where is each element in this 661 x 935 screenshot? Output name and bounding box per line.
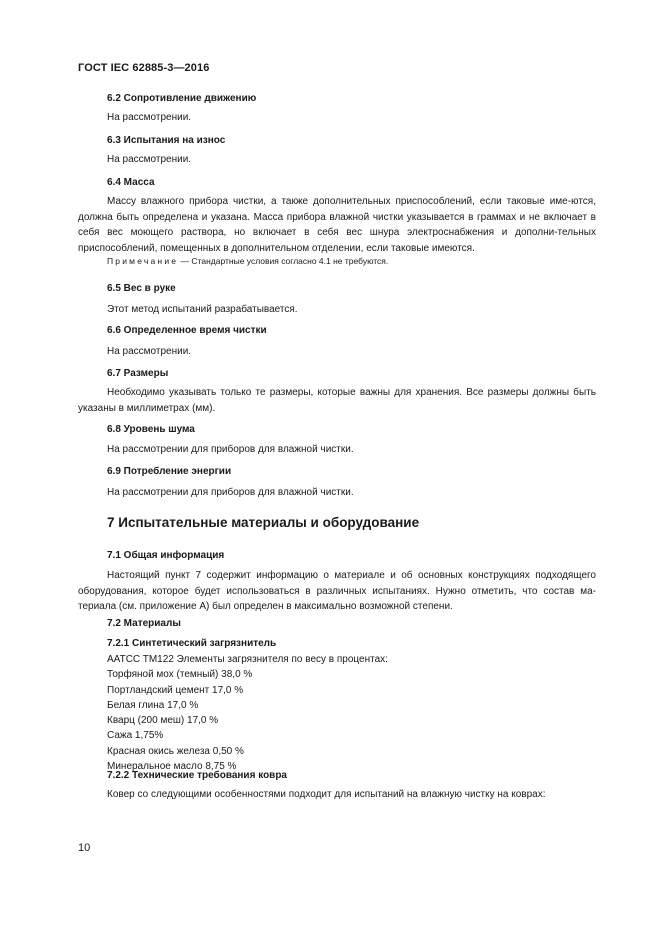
section-6-3-text: На рассмотрении.	[107, 154, 192, 165]
section-6-3-heading: 6.3 Испытания на износ	[107, 135, 226, 146]
list-item: Минеральное масло 8,75 %	[107, 761, 237, 773]
list-item: AATCC TM122 Элементы загрязнителя по весу в процентах:	[107, 654, 388, 665]
section-6-2-heading: 6.2 Сопротивление движению	[107, 93, 257, 104]
section-6-4-paragraph	[78, 194, 596, 256]
list-item: Кварц (200 меш) 17,0 %	[107, 715, 219, 727]
section-7-1-heading: 7.1 Общая информация	[107, 550, 225, 561]
section-7-1-paragraph	[78, 568, 596, 615]
note-label: Примечание	[107, 256, 179, 266]
document-code: ГОСТ IEC 62885-3—2016	[78, 62, 210, 74]
section-6-8-heading: 6.8 Уровень шума	[107, 424, 195, 435]
list-item: Торфяной мох (темный) 38,0 %	[107, 669, 253, 681]
section-6-7-heading: 6.7 Размеры	[107, 368, 169, 379]
section-6-4-heading: 6.4 Масса	[107, 177, 155, 188]
list-item: Сажа 1,75%	[107, 730, 164, 742]
section-6-5-heading: 6.5 Вес в руке	[107, 283, 176, 294]
section-7-1-text: Настоящий пункт 7 содержит информацию о материале и об основных конструкциях подходящего оборудования, которое будет использоваться в различных испытаниях. Нужно отметить, что состав ма-териала (см. приложение А) был определен в максимально возможной степени.	[78, 570, 596, 612]
section-6-4-text: Массу влажного прибора чистки, а также дополнительных приспособлений, если таковые име-ются, должна быть определена и указана. Масса прибора влажной чистки указывается в граммах и не включает в себя вес моющего раствора, но включает в себя вес шнура электроснабжения и дополни-тельных приспособлений, помещенных в дополнительном отделении, если таковые имеются.	[78, 196, 596, 254]
section-7-heading: 7 Испытательные материалы и оборудование	[107, 515, 420, 530]
section-7-2-heading: 7.2 Материалы	[107, 618, 181, 629]
section-7-2-1-heading: 7.2.1 Синтетический загрязнитель	[107, 638, 277, 649]
contaminant-list	[107, 652, 388, 774]
list-item: Портландский цемент 17,0 %	[107, 684, 244, 696]
section-6-9-text: На рассмотрении для приборов для влажной чистки.	[107, 487, 354, 498]
section-6-6-text: На рассмотрении.	[107, 346, 192, 357]
section-6-4-note	[107, 256, 388, 266]
section-6-2-text: На рассмотрении.	[107, 112, 192, 123]
section-7-2-2-text: Ковер со следующими особенностями подходит для испытаний на влажную чистку на коврах:	[107, 789, 546, 800]
page-number: 10	[78, 842, 91, 854]
list-item: Белая глина 17,0 %	[107, 699, 199, 711]
section-6-7-paragraph	[78, 385, 596, 416]
section-6-9-heading: 6.9 Потребление энергии	[107, 466, 232, 477]
note-text: — Стандартные условия согласно 4.1 не требуются.	[178, 256, 389, 266]
section-6-6-heading: 6.6 Определенное время чистки	[107, 325, 267, 336]
section-7-2-2-heading: 7.2.2 Технические требования ковра	[107, 770, 287, 781]
list-item: Красная окись железа 0,50 %	[107, 745, 244, 757]
section-6-5-text: Этот метод испытаний разрабатывается.	[107, 304, 298, 315]
section-6-8-text: На рассмотрении для приборов для влажной чистки.	[107, 444, 354, 455]
section-6-7-text: Необходимо указывать только те размеры, которые важны для хранения. Все размеры должны быть указаны в миллиметрах (мм).	[78, 387, 596, 414]
